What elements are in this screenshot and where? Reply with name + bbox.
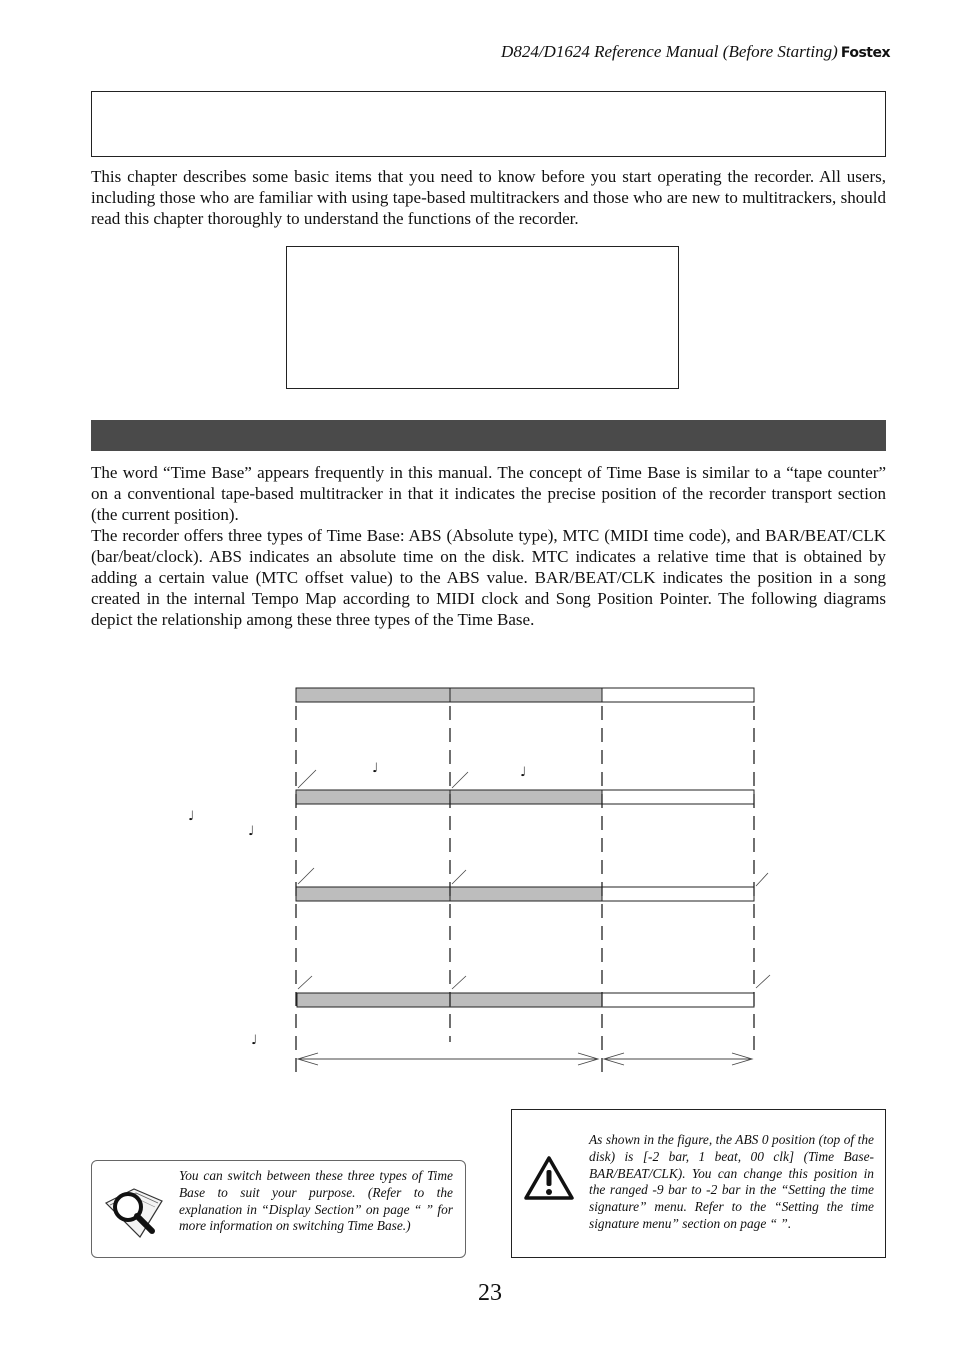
timeline-row-3 — [296, 887, 754, 901]
time-base-diagram — [150, 680, 800, 1090]
caution-box — [511, 1109, 886, 1258]
magnifier-book-icon — [100, 1175, 170, 1245]
timeline-row-2 — [296, 790, 754, 804]
quarter-note-glyph: ♩ — [251, 1033, 258, 1048]
chapter-title-box — [91, 91, 886, 157]
quarter-note-glyph: ♩ — [520, 765, 527, 780]
running-header — [420, 42, 890, 62]
quarter-note-glyph: ♩ — [248, 824, 255, 839]
quarter-note-glyph: ♩ — [188, 809, 195, 824]
image-placeholder-box — [286, 246, 679, 389]
time-base-paragraph-2: The recorder offers three types of Time Base: ABS (Absolute type), MTC (MIDI time code), and BAR/BEAT/CLK (bar/beat/clock). ABS indicates an absolute time on the disk. MTC indicates a relative time that is obtained by adding a certain value (MTC offset value) to the ABS value. BAR/BEAT/CLK indicates the position in a song created in the internal Tempo Map according to MIDI clock and Song Position Pointer. The following diagrams depict the relationship among these three types of the Time Base. — [91, 526, 886, 629]
timeline-row-1 — [296, 688, 754, 702]
caution-text: As shown in the figure, the ABS 0 position (top of the disk) is [-2 bar, 1 beat, 00 clk] (Time Base-BAR/BEAT/CLK). You can change this position in the ranged -9 bar to -2 bar in the “Setting the time signature” menu. Refer to the “Setting the time signature menu” section on page “ ”. — [589, 1132, 874, 1231]
running-title: D824/D1624 Reference Manual (Before Starting) — [501, 42, 838, 61]
info-note-box — [91, 1160, 466, 1258]
quarter-note-glyph: ♩ — [372, 761, 379, 776]
note-text: You can switch between these three types of Time Base to suit your purpose. (Refer to the explanation in “Display Section” on page “ ” for more information on switching Time Base.) — [179, 1168, 453, 1234]
intro-paragraph: This chapter describes some basic items that you need to know before you start operating the recorder. All users, including those who are familiar with using tape-based multitrackers and those who are new to multitrackers, should read this chapter thoroughly to understand the functions of the recorder. — [91, 167, 886, 228]
range-arrows — [298, 1053, 752, 1065]
page-number: 23 — [478, 1280, 502, 1306]
section-heading-bar — [91, 420, 886, 451]
fostex-logo: Fostex — [840, 45, 890, 61]
time-base-section-text — [91, 462, 886, 630]
timeline-row-4 — [297, 993, 754, 1007]
warning-icon — [523, 1154, 575, 1202]
time-base-paragraph-1: The word “Time Base” appears frequently in this manual. The concept of Time Base is similar to a “tape counter” on a conventional tape-based multitracker in that it indicates the precise position of the recorder transport section (the current position). — [91, 463, 886, 524]
